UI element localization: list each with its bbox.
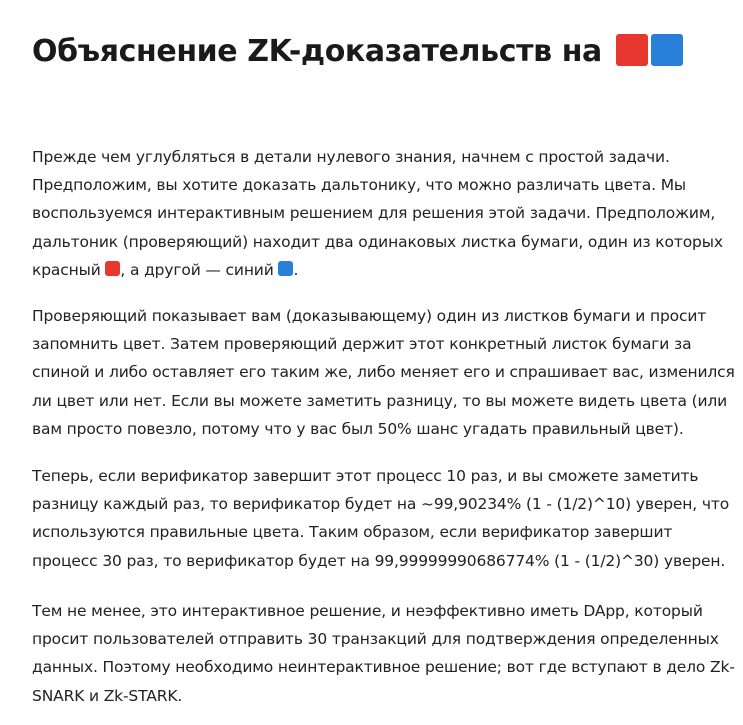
paragraph-line bbox=[32, 256, 732, 284]
paragraph-line: просит пользователей отправить 30 транзакций для подтверждения определенных bbox=[32, 630, 719, 649]
text-fragment: красный bbox=[32, 260, 101, 279]
red-square-icon bbox=[616, 34, 648, 66]
paragraph-line: Тем не менее, это интерактивное решение, и неэффективно иметь DApp, который bbox=[32, 602, 703, 620]
paragraph-probability bbox=[32, 462, 732, 575]
paragraph-line: воспользуемся интерактивным решением для решения этой задачи. Предположим, bbox=[32, 204, 716, 223]
page-title-text: Объяснение ZK-доказательств на bbox=[32, 34, 602, 69]
paragraph-line: Теперь, если верификатор завершит этот процесс 10 раз, и вы сможете заметить bbox=[32, 467, 699, 485]
paragraph-line: ли цвет или нет. Если вы можете заметить разницу, то вы можете видеть цвета (или bbox=[32, 391, 728, 410]
paragraph-line: данных. Поэтому необходимо неинтерактивное решение; вот где вступают в дело Zk- bbox=[32, 658, 735, 677]
red-square-icon bbox=[105, 261, 120, 276]
paragraph-line: запомнить цвет. Затем проверяющий держит этот конкретный листок бумаги за bbox=[32, 335, 692, 354]
paragraph-line: дальтоник (проверяющий) находит два одинаковых листка бумаги, один из которых bbox=[32, 232, 723, 251]
text-fragment: , а другой — синий bbox=[120, 260, 274, 279]
paragraph-line: разницу каждый раз, то верификатор будет на ~99,90234% (1 - (1/2)^10) уверен, что bbox=[32, 495, 730, 514]
paragraph-verifier bbox=[32, 302, 735, 443]
paragraph-conclusion bbox=[32, 597, 735, 710]
blue-square-icon bbox=[651, 34, 683, 66]
blue-square-icon bbox=[278, 261, 293, 276]
text-fragment: . bbox=[293, 260, 299, 279]
paragraph-intro bbox=[32, 143, 732, 284]
paragraph-line: Предположим, вы хотите доказать дальтонику, что можно различать цвета. Мы bbox=[32, 176, 686, 195]
paragraph-line: процесс 30 раз, то верификатор будет на 99,99999990686774% (1 - (1/2)^30) уверен. bbox=[32, 551, 726, 570]
paragraph-line: используются правильные цвета. Таким образом, если верификатор завершит bbox=[32, 523, 673, 542]
paragraph-line: Проверяющий показывает вам (доказывающему) один из листков бумаги и просит bbox=[32, 307, 707, 325]
paragraph-line: Прежде чем углубляться в детали нулевого знания, начнем с простой задачи. bbox=[32, 148, 670, 166]
page-title bbox=[32, 30, 683, 74]
paragraph-line: SNARK и Zk-STARK. bbox=[32, 686, 183, 705]
paragraph-line: спиной и либо оставляет его таким же, либо меняет его и спрашивает вас, изменился bbox=[32, 363, 735, 382]
paragraph-line: вам просто повезло, потому что у вас был 50% шанс угадать правильный цвет). bbox=[32, 419, 684, 438]
